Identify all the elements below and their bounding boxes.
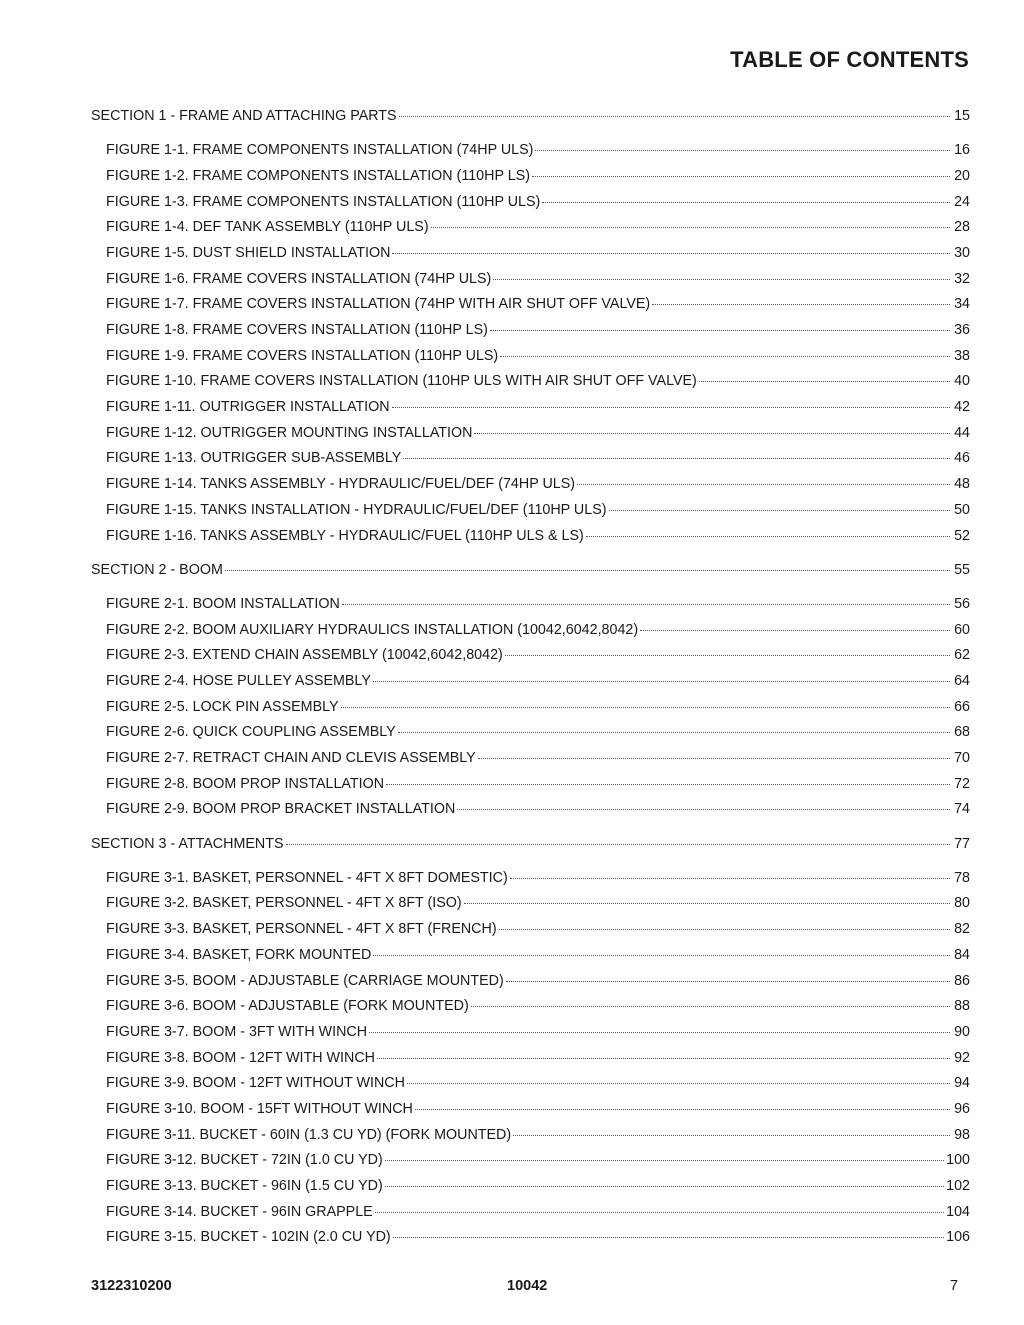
toc-entry-label: FIGURE 3-5. BOOM - ADJUSTABLE (CARRIAGE MOUNTED) (106, 972, 504, 989)
toc-entry-page: 42 (954, 399, 970, 416)
toc-entry-label: FIGURE 1-2. FRAME COMPONENTS INSTALLATION (110HP LS) (106, 167, 530, 184)
dot-leader (499, 929, 950, 930)
dot-leader (640, 630, 950, 631)
toc-entry-page: 74 (954, 801, 970, 818)
dot-leader (510, 878, 950, 879)
toc-entry-page: 94 (954, 1075, 970, 1092)
toc-entry-label: FIGURE 3-10. BOOM - 15FT WITHOUT WINCH (106, 1100, 413, 1117)
dot-leader (532, 176, 950, 177)
toc-figure-entry[interactable] (91, 267, 970, 293)
toc-entry-page: 86 (954, 972, 970, 989)
toc-figure-entry[interactable] (91, 994, 970, 1020)
toc-figure-entry[interactable] (91, 190, 970, 216)
toc-entry-page: 62 (954, 647, 970, 664)
toc-entry-label: FIGURE 3-12. BUCKET - 72IN (1.0 CU YD) (106, 1152, 383, 1169)
toc-section-entry[interactable] (91, 558, 970, 584)
dot-leader (493, 279, 950, 280)
toc-entry-page: 98 (954, 1126, 970, 1143)
dot-leader (375, 1212, 944, 1213)
toc-figure-entry[interactable] (91, 164, 970, 190)
toc-figure-entry[interactable] (91, 395, 970, 421)
toc-figure-entry[interactable] (91, 344, 970, 370)
toc-entry-page: 38 (954, 347, 970, 364)
dot-leader (377, 1058, 950, 1059)
toc-figure-entry[interactable] (91, 969, 970, 995)
dot-leader (478, 758, 950, 759)
toc-entry-page: 70 (954, 750, 970, 766)
dot-leader (385, 1160, 944, 1161)
toc-entry-page: 56 (954, 595, 970, 612)
toc-figure-entry[interactable] (91, 917, 970, 943)
toc-entry-label: SECTION 3 - ATTACHMENTS (91, 835, 284, 852)
toc-entry-page: 36 (954, 322, 970, 338)
toc-figure-entry[interactable] (91, 241, 970, 267)
toc-entry-label: FIGURE 1-14. TANKS ASSEMBLY - HYDRAULIC/FUEL/DEF (74HP ULS) (106, 476, 576, 493)
toc-entry-label: FIGURE 3-14. BUCKET - 96IN GRAPPLE (106, 1203, 373, 1220)
toc-entry-page: 84 (954, 946, 970, 963)
toc-figure-entry[interactable] (91, 1020, 970, 1046)
toc-entry-page: 30 (954, 244, 970, 261)
toc-entry-page: 88 (954, 998, 970, 1015)
toc-figure-entry[interactable] (91, 292, 970, 318)
toc-entry-label: FIGURE 3-2. BASKET, PERSONNEL - 4FT X 8FT (ISO) (106, 895, 462, 912)
dot-leader (490, 330, 950, 331)
toc-entry-page: 20 (954, 167, 970, 184)
toc-figure-entry[interactable] (91, 1123, 970, 1149)
toc-entry-label: FIGURE 3-6. BOOM - ADJUSTABLE (FORK MOUNTED) (106, 998, 469, 1015)
toc-figure-entry[interactable] (91, 720, 970, 746)
toc-entry-label: FIGURE 2-4. HOSE PULLEY ASSEMBLY (106, 672, 371, 689)
toc-entry-page: 80 (954, 895, 970, 912)
toc-entry-page: 50 (954, 501, 970, 518)
toc-entry-page: 90 (954, 1023, 970, 1040)
toc-figure-entry[interactable] (91, 472, 970, 498)
dot-leader (464, 903, 950, 904)
toc-entry-label: FIGURE 2-1. BOOM INSTALLATION (106, 595, 340, 612)
toc-entry-page: 28 (954, 219, 970, 236)
toc-figure-entry[interactable] (91, 592, 970, 618)
toc-entry-label: SECTION 1 - FRAME AND ATTACHING PARTS (91, 108, 397, 124)
dot-leader (505, 655, 950, 656)
dot-leader (500, 356, 950, 357)
toc-figure-entry[interactable] (91, 866, 970, 892)
dot-leader (506, 981, 950, 982)
toc-entry-label: FIGURE 3-8. BOOM - 12FT WITH WINCH (106, 1049, 376, 1066)
dot-leader (609, 510, 950, 511)
toc-figure-entry[interactable] (91, 421, 970, 447)
toc-entry-page: 60 (954, 621, 970, 638)
toc-figure-entry[interactable] (91, 369, 970, 395)
toc-entry-label: FIGURE 1-5. DUST SHIELD INSTALLATION (106, 244, 391, 261)
toc-entry-label: FIGURE 1-11. OUTRIGGER INSTALLATION (106, 399, 390, 416)
dot-leader (577, 484, 950, 485)
toc-entry-label: FIGURE 1-9. FRAME COVERS INSTALLATION (110HP ULS) (106, 347, 499, 364)
dot-leader (652, 304, 950, 305)
toc-entry-label: FIGURE 1-8. FRAME COVERS INSTALLATION (110HP LS) (106, 322, 488, 338)
toc-entry-page: 48 (954, 476, 970, 493)
dot-leader (341, 707, 950, 708)
toc-figure-entry[interactable] (91, 1071, 970, 1097)
toc-section-entry[interactable] (91, 104, 970, 130)
toc-entry-label: FIGURE 1-4. DEF TANK ASSEMBLY (110HP ULS) (106, 219, 429, 236)
toc-entry-label: FIGURE 3-9. BOOM - 12FT WITHOUT WINCH (106, 1075, 405, 1092)
toc-section-entry[interactable] (91, 832, 970, 858)
toc-figure-entry[interactable] (91, 1225, 970, 1251)
toc-entry-label: FIGURE 2-3. EXTEND CHAIN ASSEMBLY (10042,6042,8042) (106, 647, 503, 664)
dot-leader (407, 1083, 950, 1084)
toc-entry-page: 96 (954, 1100, 970, 1117)
toc-entry-page: 15 (954, 108, 970, 124)
toc-entry-page: 92 (954, 1049, 970, 1066)
toc-entry-page: 40 (954, 373, 970, 390)
toc-entry-label: FIGURE 2-8. BOOM PROP INSTALLATION (106, 775, 385, 792)
toc-entry-page: 16 (954, 142, 970, 159)
toc-figure-entry[interactable] (91, 1097, 970, 1123)
toc-entry-page: 32 (954, 270, 970, 287)
toc-entry-page: 100 (946, 1152, 970, 1169)
toc-entry-label: FIGURE 3-4. BASKET, FORK MOUNTED (106, 946, 372, 963)
toc-entry-page: 34 (954, 296, 970, 313)
toc-entry-label: FIGURE 1-16. TANKS ASSEMBLY - HYDRAULIC/FUEL (110HP ULS & LS) (106, 527, 584, 544)
dot-leader (471, 1006, 950, 1007)
dot-leader (431, 227, 950, 228)
dot-leader (373, 681, 950, 682)
toc-entry-page: 52 (954, 527, 970, 544)
dot-leader (342, 604, 950, 605)
dot-leader (393, 1237, 944, 1238)
toc-entry-page: 44 (954, 424, 970, 441)
toc-figure-entry[interactable] (91, 943, 970, 969)
dot-leader (225, 570, 950, 571)
toc-figure-entry[interactable] (91, 669, 970, 695)
toc-figure-entry[interactable] (91, 498, 970, 524)
toc-entry-label: FIGURE 2-6. QUICK COUPLING ASSEMBLY (106, 724, 396, 741)
dot-leader (392, 253, 950, 254)
toc-figure-entry[interactable] (91, 318, 970, 344)
dot-leader (386, 784, 950, 785)
toc-entry-page: 82 (954, 921, 970, 938)
toc-figure-entry[interactable] (91, 1200, 970, 1226)
toc-figure-entry[interactable] (91, 772, 970, 798)
toc-entry-page: 64 (954, 672, 970, 689)
dot-leader (535, 150, 950, 151)
toc-entry-page: 106 (946, 1229, 970, 1246)
toc-entry-label: FIGURE 1-6. FRAME COVERS INSTALLATION (74HP ULS) (106, 270, 492, 287)
toc-entry-page: 104 (946, 1203, 970, 1220)
toc-entry-label: FIGURE 3-1. BASKET, PERSONNEL - 4FT X 8FT DOMESTIC) (106, 869, 508, 886)
dot-leader (542, 202, 950, 203)
toc-entry-page: 102 (946, 1178, 970, 1194)
toc-entry-label: FIGURE 1-12. OUTRIGGER MOUNTING INSTALLATION (106, 424, 473, 441)
footer-model: 10042 (507, 1278, 548, 1294)
footer-page-number: 7 (949, 1278, 958, 1294)
toc-entry-page: 77 (954, 835, 970, 852)
toc-figure-entry[interactable] (91, 1046, 970, 1072)
toc-entry-page: 72 (954, 775, 970, 792)
toc-entry-label: FIGURE 1-1. FRAME COMPONENTS INSTALLATION (74HP ULS) (106, 142, 534, 159)
dot-leader (399, 116, 950, 117)
toc-entry-label: FIGURE 2-5. LOCK PIN ASSEMBLY (106, 698, 339, 715)
toc-entry-page: 78 (954, 869, 970, 886)
toc-entry-page: 46 (954, 450, 970, 467)
toc-entry-page: 55 (954, 561, 970, 578)
dot-leader (415, 1109, 950, 1110)
toc-entry-page: 68 (954, 724, 970, 741)
dot-leader (373, 955, 950, 956)
toc-entry-label: FIGURE 1-7. FRAME COVERS INSTALLATION (74HP WITH AIR SHUT OFF VALVE) (106, 296, 651, 313)
toc-entry-page: 66 (954, 698, 970, 715)
toc-entry-label: FIGURE 3-3. BASKET, PERSONNEL - 4FT X 8FT (FRENCH) (106, 921, 497, 938)
dot-leader (403, 458, 950, 459)
dot-leader (513, 1135, 950, 1136)
toc-entry-label: FIGURE 1-15. TANKS INSTALLATION - HYDRAULIC/FUEL/DEF (110HP ULS) (106, 501, 607, 518)
dot-leader (474, 433, 950, 434)
toc-entry-label: FIGURE 3-13. BUCKET - 96IN (1.5 CU YD) (106, 1178, 383, 1194)
dot-leader (385, 1186, 944, 1187)
table-of-contents (91, 104, 970, 1251)
toc-entry-label: FIGURE 1-3. FRAME COMPONENTS INSTALLATION (110HP ULS) (106, 193, 541, 210)
toc-figure-entry[interactable] (91, 215, 970, 241)
dot-leader (398, 732, 950, 733)
toc-entry-label: FIGURE 3-11. BUCKET - 60IN (1.3 CU YD) (FORK MOUNTED) (106, 1126, 512, 1143)
toc-entry-label: FIGURE 3-15. BUCKET - 102IN (2.0 CU YD) (106, 1229, 391, 1246)
toc-figure-entry[interactable] (91, 891, 970, 917)
dot-leader (369, 1032, 950, 1033)
toc-entry-label: SECTION 2 - BOOM (91, 561, 223, 578)
toc-figure-entry[interactable] (91, 643, 970, 669)
toc-entry-label: FIGURE 2-7. RETRACT CHAIN AND CLEVIS ASSEMBLY (106, 750, 476, 766)
page-title: TABLE OF CONTENTS (730, 47, 969, 72)
toc-entry-page: 24 (954, 193, 970, 210)
dot-leader (286, 844, 951, 845)
toc-figure-entry[interactable] (91, 1148, 970, 1174)
dot-leader (699, 381, 950, 382)
dot-leader (586, 536, 950, 537)
toc-entry-label: FIGURE 3-7. BOOM - 3FT WITH WINCH (106, 1023, 368, 1040)
toc-figure-entry[interactable] (91, 746, 970, 772)
toc-entry-label: FIGURE 1-13. OUTRIGGER SUB-ASSEMBLY (106, 450, 402, 467)
dot-leader (457, 809, 950, 810)
dot-leader (392, 407, 950, 408)
toc-entry-label: FIGURE 2-2. BOOM AUXILIARY HYDRAULICS INSTALLATION (10042,6042,8042) (106, 621, 639, 638)
footer-doc-number: 3122310200 (91, 1278, 172, 1294)
toc-figure-entry[interactable] (91, 1174, 970, 1200)
toc-figure-entry[interactable] (91, 695, 970, 721)
toc-figure-entry[interactable] (91, 618, 970, 644)
toc-figure-entry[interactable] (91, 524, 970, 550)
toc-figure-entry[interactable] (91, 138, 970, 164)
toc-entry-label: FIGURE 1-10. FRAME COVERS INSTALLATION (110HP ULS WITH AIR SHUT OFF VALVE) (106, 373, 697, 390)
toc-figure-entry[interactable] (91, 446, 970, 472)
toc-entry-label: FIGURE 2-9. BOOM PROP BRACKET INSTALLATION (106, 801, 456, 818)
toc-figure-entry[interactable] (91, 797, 970, 823)
